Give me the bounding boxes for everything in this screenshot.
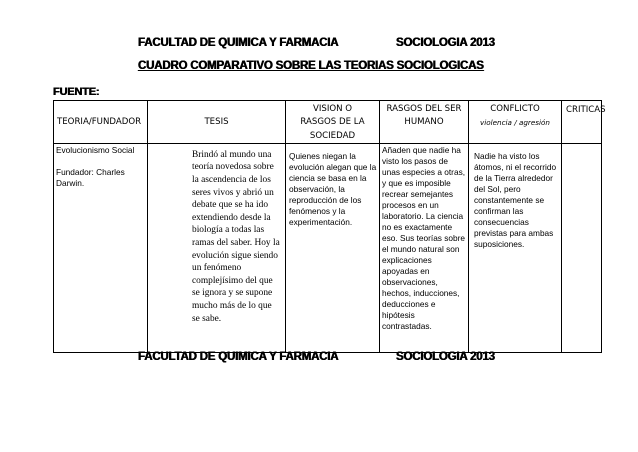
- header-vision-line3: SOCIEDAD: [309, 130, 356, 141]
- header-faculty: FACULTAD DE QUIMICA Y FARMACIA: [138, 37, 339, 49]
- human-cell: Añaden que nadie ha visto los pasos de unas especies a otras, y que es imposible recrear semejantes procesos en un laboratorio. La ciencia no es exactamente eso. Sus teorías sobre el mundo natural son explicaciones apoyadas en observaciones, hechos, inducciones, deducciones e hipótesis contrastadas.: [380, 143, 469, 352]
- conflict-cell: Nadie ha visto los átomos, ni el recorrido de la Tierra alrededor del Sol, pero constantemente se confirman las consecuencias previstas para ambas suposiciones.: [469, 143, 562, 352]
- theory-cell: [54, 143, 148, 352]
- founder-name: Fundador: Charles Darwin.: [56, 166, 125, 188]
- source-label: FUENTE:: [53, 86, 100, 98]
- theory-name: Evolucionismo Social: [56, 144, 135, 155]
- header-thesis: TESIS: [148, 101, 286, 144]
- header-human: [380, 101, 469, 144]
- table-row: [54, 143, 602, 352]
- critics-cell: [562, 143, 602, 352]
- footer-faculty: FACULTAD DE QUIMICA Y FARMACIA: [138, 351, 339, 363]
- header-conflict: [469, 101, 562, 144]
- header-conflict-line1: CONFLICTO: [490, 104, 540, 114]
- header-human-line1: RASGOS DEL SER: [386, 104, 462, 114]
- document-title: CUADRO COMPARATIVO SOBRE LAS TEORIAS SOCIOLOGICAS: [138, 60, 484, 72]
- header-vision: [286, 101, 380, 144]
- footer-subject: SOCIOLOGIA 2013: [396, 351, 495, 363]
- header-vision-line1: VISION O: [312, 104, 353, 114]
- thesis-cell: Brindó al mundo una teoría novedosa sobre la ascendencia de los seres vivos y abrió un debate que se ha ido extendiendo desde la biología a todas las ramas del saber. Hoy la evolución sigue siendo un fenómeno complejísimo del que se ignora y se supone mucho más de lo que se sabe.: [148, 143, 286, 352]
- header-vision-line2: RASGOS DE LA: [300, 117, 365, 128]
- header-human-line2: HUMANO: [404, 117, 444, 128]
- vision-cell: Quienes niegan la evolución alegan que la ciencia se basa en la observación, la reproducción de los fenómenos y la experimentación.: [286, 143, 380, 352]
- table-header-row: [54, 101, 602, 144]
- header-subject: SOCIOLOGIA 2013: [396, 37, 495, 49]
- comparison-table: [53, 100, 606, 353]
- header-critics: CRITICAS: [562, 101, 602, 144]
- header-theory: TEORIA/FUNDADOR: [54, 101, 148, 144]
- header-conflict-line2: violencia / agresión: [479, 118, 550, 128]
